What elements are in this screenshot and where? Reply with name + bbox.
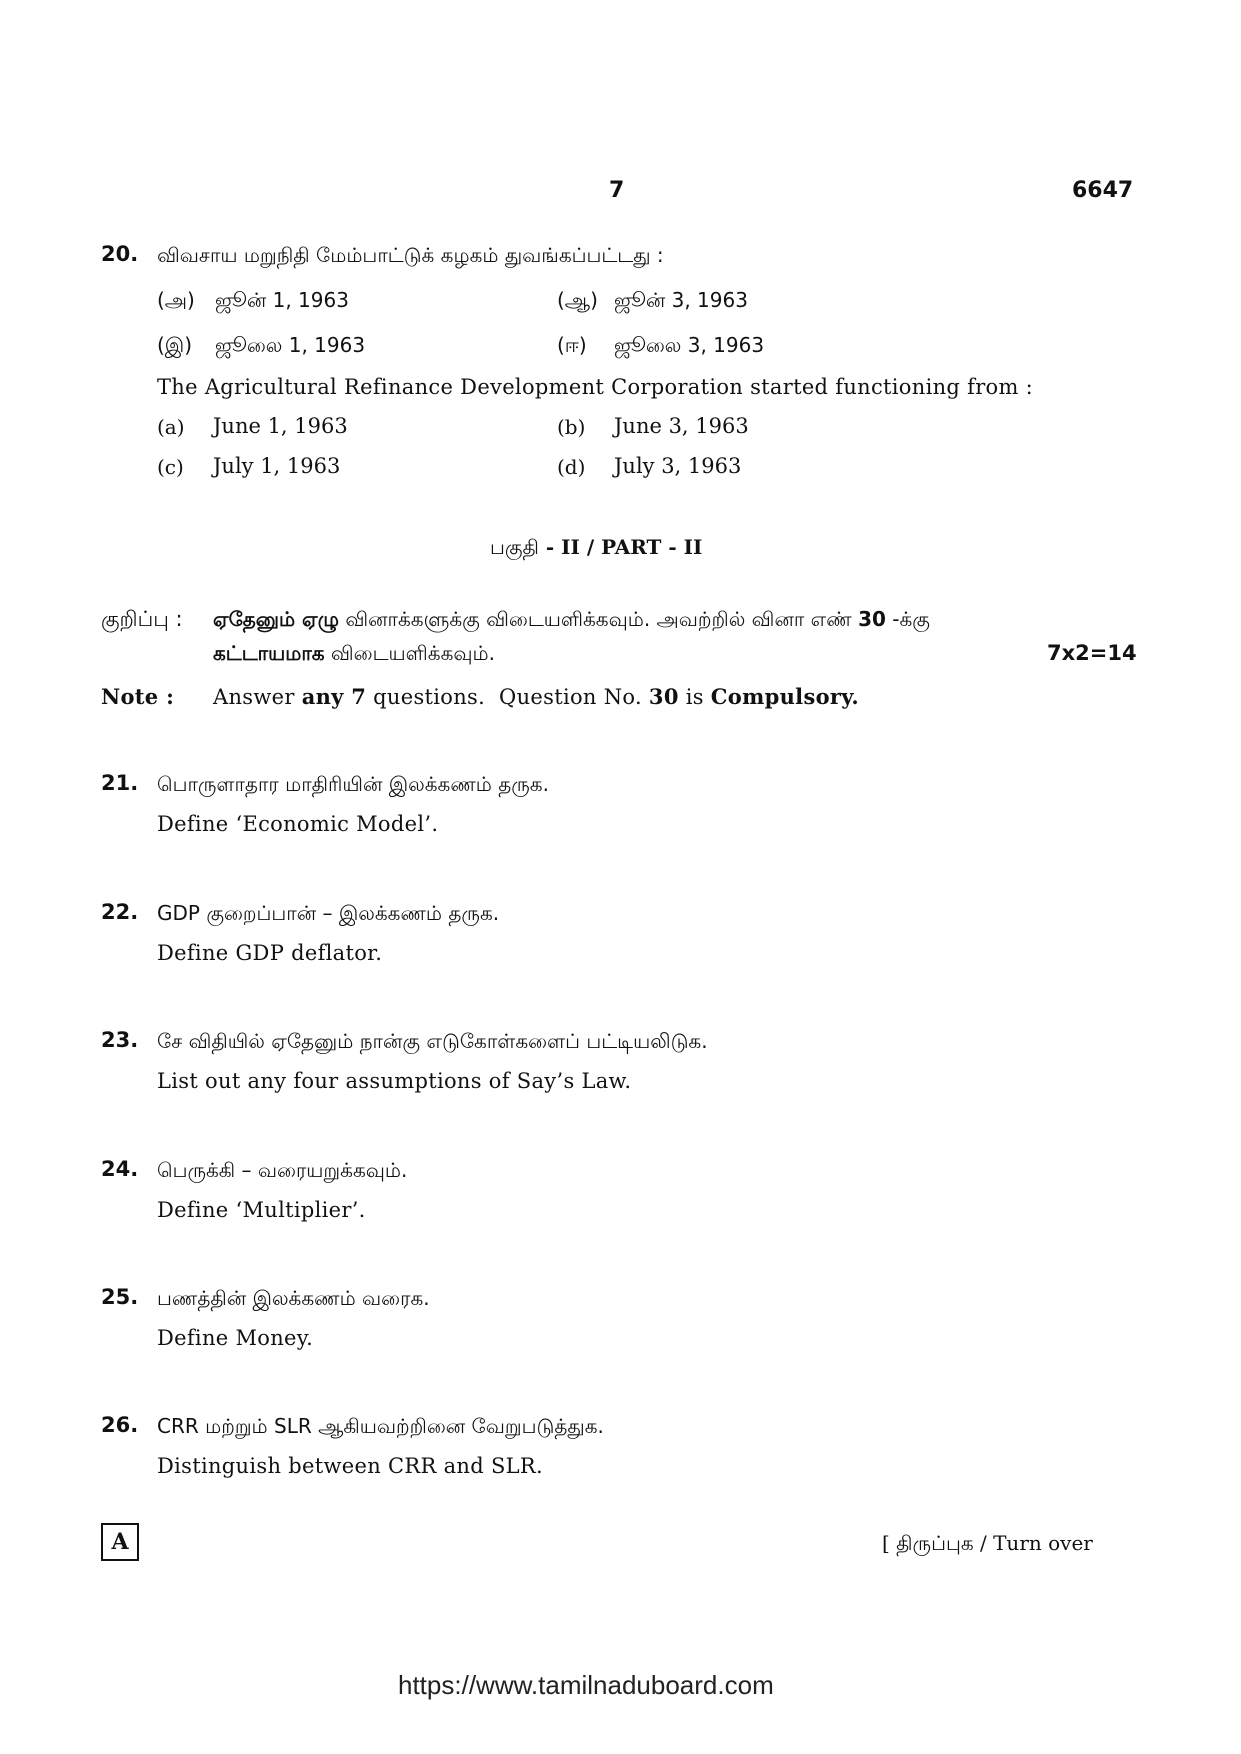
page-number: 7 [609,178,625,203]
series-box: A [101,1523,139,1561]
option-label: (அ) [157,288,195,312]
part-heading-english: PART - II [601,535,703,559]
question-tamil: பொருளாதார மாதிரியின் இலக்கணம் தருக. [157,772,549,796]
option-label: (ஆ) [557,288,598,312]
option-text: ஜூன் 1, 1963 [215,288,349,312]
question-english: Distinguish between CRR and SLR. [157,1454,543,1478]
option-label: (ஈ) [557,333,587,357]
note-text: வினாக்களுக்கு விடையளிக்கவும். அவற்றில் வினா எண் [339,607,859,631]
note-bold: ஏதேனும் ஏழு [213,607,339,631]
question-tamil: பெருக்கி – வரையறுக்கவும். [157,1158,408,1182]
option-label: (c) [157,455,184,479]
note-bold: 30 [858,607,886,631]
question-number: 22. [101,900,139,924]
part-heading-separator: - II / [538,535,602,559]
note-text: is [678,685,711,709]
question-english: Define GDP deflator. [157,941,383,965]
option-label: (b) [557,415,586,439]
option-label: (d) [557,455,586,479]
note-english [213,684,859,709]
question-tamil: விவசாய மறுநிதி மேம்பாட்டுக் கழகம் துவங்கப்பட்டது : [157,243,664,267]
question-number: 20. [101,242,139,266]
option-text: July 3, 1963 [614,454,742,478]
option-label: (இ) [157,333,193,357]
note-bold: Compulsory. [710,684,859,709]
note-text: questions. Question No. [366,685,649,709]
option-text: June 1, 1963 [213,414,348,438]
note-text: விடையளிக்கவும். [324,641,495,665]
question-tamil: GDP குறைப்பான் – இலக்கணம் தருக. [157,901,500,925]
note-bold: கட்டாயமாக [213,641,325,665]
website-url[interactable]: https://www.tamilnaduboard.com [398,1670,774,1700]
part-heading-tamil: பகுதி [490,535,539,559]
note-bold: 30 [648,684,679,709]
option-text: June 3, 1963 [614,414,749,438]
option-text: ஜூன் 3, 1963 [614,288,748,312]
note-tamil-line2 [213,641,495,668]
question-english: Define ‘Multiplier’. [157,1198,366,1222]
question-number: 25. [101,1285,139,1309]
question-number: 26. [101,1413,139,1437]
part-heading [490,535,702,562]
paper-code: 6647 [1072,178,1134,203]
note-bold: any 7 [301,684,367,709]
question-english: The Agricultural Refinance Development Corporation started functioning from : [157,375,1034,399]
option-text: ஜூலை 3, 1963 [614,333,765,357]
question-tamil: பணத்தின் இலக்கணம் வரைக. [157,1286,430,1310]
question-english: Define ‘Economic Model’. [157,812,439,836]
note-text: Answer [213,685,302,709]
note-label-tamil: குறிப்பு : [101,607,183,631]
option-text: ஜூலை 1, 1963 [215,333,366,357]
question-number: 21. [101,771,139,795]
question-tamil: சே விதியில் ஏதேனும் நான்கு எடுகோள்களைப் பட்டியலிடுக. [157,1029,708,1053]
turn-over: [ திருப்புக / Turn over [882,1531,1093,1555]
question-number: 23. [101,1028,139,1052]
marks: 7x2=14 [1047,641,1137,665]
question-english: Define Money. [157,1326,314,1350]
note-text: -க்கு [885,607,930,631]
note-tamil-line1 [213,607,930,634]
question-english: List out any four assumptions of Say’s Law. [157,1069,632,1093]
option-label: (a) [157,415,185,439]
note-label-english: Note : [101,684,175,709]
question-tamil: CRR மற்றும் SLR ஆகியவற்றினை வேறுபடுத்துக. [157,1414,604,1438]
option-text: July 1, 1963 [213,454,341,478]
question-number: 24. [101,1157,139,1181]
